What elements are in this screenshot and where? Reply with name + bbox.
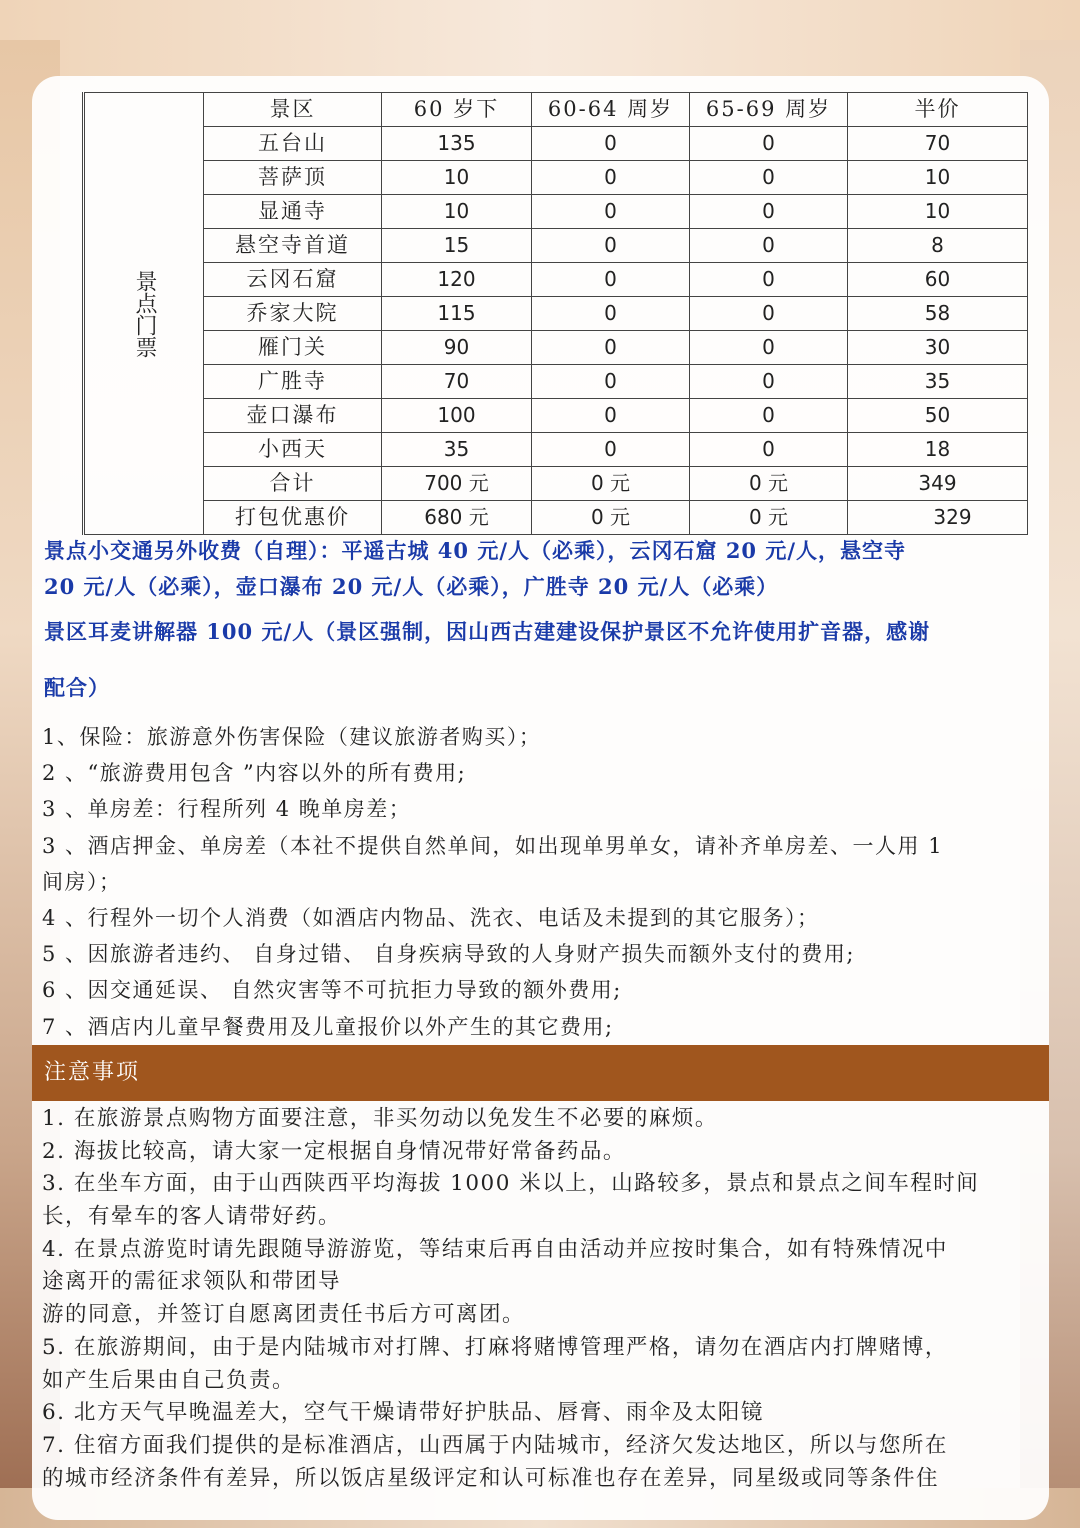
price-cell: 0 xyxy=(690,127,848,161)
price-cell: 0 xyxy=(690,195,848,229)
notice-line: 途离开的需征求领队和带团导 xyxy=(42,1269,342,1295)
cost-exclusions-list xyxy=(42,719,1042,1045)
table-row xyxy=(84,467,1028,501)
content-card xyxy=(32,76,1049,1520)
price-cell: 0 xyxy=(532,127,690,161)
scenic-spot-name: 壶口瀑布 xyxy=(204,399,382,433)
price-cell: 0 xyxy=(532,161,690,195)
notice-line: 4. 在景点游览时请先跟随导游游览，等结束后再自由活动并应按时集合，如有特殊情况中 xyxy=(42,1236,948,1262)
table-row xyxy=(84,501,1028,535)
list-item: 4 、行程外一切个人消费（如酒店内物品、洗衣、电话及未提到的其它服务）； xyxy=(42,905,820,930)
price-cell: 700 元 xyxy=(382,467,532,501)
price-cell: 120 xyxy=(382,263,532,297)
scenic-spot-name: 显通寺 xyxy=(204,195,382,229)
scenic-spot-name: 雁门关 xyxy=(204,331,382,365)
table-header-cell: 半价 xyxy=(848,93,1028,127)
price-cell: 0 元 xyxy=(532,467,690,501)
price-cell: 0 xyxy=(532,433,690,467)
price-cell: 18 xyxy=(848,433,1028,467)
notice-list xyxy=(42,1102,1042,1494)
audio-guide-note xyxy=(44,613,1044,707)
table-header-cell: 65-69 周岁 xyxy=(690,93,848,127)
notice-section-header: 注意事项 xyxy=(32,1045,1049,1101)
price-cell: 10 xyxy=(848,161,1028,195)
table-row xyxy=(84,229,1028,263)
notice-line: 游的同意，并签订自愿离团责任书后方可离团。 xyxy=(42,1302,526,1328)
ticket-category-label: 景点门票 xyxy=(84,93,204,535)
price-cell: 115 xyxy=(382,297,532,331)
price-cell: 0 xyxy=(690,433,848,467)
price-cell: 100 xyxy=(382,399,532,433)
table-header-row xyxy=(84,93,1028,127)
price-cell: 0 xyxy=(532,399,690,433)
table-row xyxy=(84,297,1028,331)
transport-fee-note xyxy=(44,533,1044,605)
table-row xyxy=(84,161,1028,195)
notice-line: 6. 北方天气早晚温差大，空气干燥请带好护肤品、唇膏、雨伞及太阳镜 xyxy=(42,1400,764,1426)
notice-line: 7. 住宿方面我们提供的是标准酒店，山西属于内陆城市，经济欠发达地区，所以与您所在 xyxy=(42,1432,948,1458)
decorative-background-top xyxy=(0,0,1080,80)
list-item: 间房）； xyxy=(42,869,122,894)
scenic-spot-name: 悬空寺首道 xyxy=(204,229,382,263)
price-cell: 0 xyxy=(532,297,690,331)
transport-fee-line: 20 元/人（必乘），壶口瀑布 20 元/人（必乘），广胜寺 20 元/人（必乘） xyxy=(44,574,779,599)
notice-line: 1. 在旅游景点购物方面要注意，非买勿动以免发生不必要的麻烦。 xyxy=(42,1106,718,1131)
price-cell: 0 xyxy=(532,195,690,229)
notice-line: 的城市经济条件有差异，所以饭店星级评定和认可标准也存在差异，同星级或同等条件住 xyxy=(42,1465,940,1491)
table-row xyxy=(84,195,1028,229)
transport-fee-line: 景点小交通另外收费（自理）：平遥古城 40 元/人（必乘），云冈石窟 20 元/人，悬空寺 xyxy=(44,538,907,563)
price-cell: 0 xyxy=(690,161,848,195)
price-cell: 0 xyxy=(690,331,848,365)
price-cell: 60 xyxy=(848,263,1028,297)
price-cell: 0 xyxy=(690,263,848,297)
list-item: 5 、因旅游者违约、 自身过错、 自身疾病导致的人身财产损失而额外支付的费用; xyxy=(42,942,855,967)
price-cell: 70 xyxy=(382,365,532,399)
price-cell: 10 xyxy=(848,195,1028,229)
list-item: 2 、“旅游费用包含 ”内容以外的所有费用; xyxy=(42,761,467,786)
table-row xyxy=(84,127,1028,161)
table-row xyxy=(84,331,1028,365)
table-row xyxy=(84,365,1028,399)
price-cell: 35 xyxy=(848,365,1028,399)
price-cell: 0 元 xyxy=(690,467,848,501)
price-cell: 70 xyxy=(848,127,1028,161)
price-cell: 680 元 xyxy=(382,501,532,535)
price-cell: 0 xyxy=(690,399,848,433)
scenic-spot-name: 云冈石窟 xyxy=(204,263,382,297)
scenic-spot-name: 广胜寺 xyxy=(204,365,382,399)
audio-guide-line: 景区耳麦讲解器 100 元/人（景区强制，因山西古建建设保护景区不允许使用扩音器，感谢 xyxy=(44,619,931,644)
ticket-table-body xyxy=(84,93,1028,535)
list-item: 6 、因交通延误、 自然灾害等不可抗拒力导致的额外费用; xyxy=(42,978,622,1003)
price-cell: 10 xyxy=(382,195,532,229)
list-item: 7 、酒店内儿童早餐费用及儿童报价以外产生的其它费用; xyxy=(42,1014,614,1039)
notice-line: 长，有晕车的客人请带好药。 xyxy=(42,1204,342,1230)
scenic-spot-name: 打包优惠价 xyxy=(204,501,382,535)
price-cell: 0 xyxy=(532,263,690,297)
table-header-cell: 60 岁下 xyxy=(382,93,532,127)
scenic-spot-name: 小西天 xyxy=(204,433,382,467)
list-item: 1、保险：旅游意外伤害保险（建议旅游者购买）； xyxy=(42,725,542,749)
price-cell: 135 xyxy=(382,127,532,161)
price-cell: 0 xyxy=(532,229,690,263)
price-cell: 0 xyxy=(690,365,848,399)
scenic-spot-name: 五台山 xyxy=(204,127,382,161)
price-cell: 50 xyxy=(848,399,1028,433)
price-cell: 0 xyxy=(532,331,690,365)
table-header-cell: 60-64 周岁 xyxy=(532,93,690,127)
price-cell: 0 xyxy=(532,365,690,399)
notice-line: 2. 海拔比较高，请大家一定根据自身情况带好常备药品。 xyxy=(42,1138,626,1164)
price-cell: 349 xyxy=(848,467,1028,501)
notice-line: 如产生后果由自己负责。 xyxy=(42,1367,296,1393)
notice-line: 3. 在坐车方面，由于山西陕西平均海拔 1000 米以上，山路较多，景点和景点之间车程时间 xyxy=(42,1171,980,1197)
price-cell: 0 xyxy=(690,229,848,263)
price-cell: 0 xyxy=(690,297,848,331)
scenic-spot-name: 菩萨顶 xyxy=(204,161,382,195)
price-cell: 35 xyxy=(382,433,532,467)
scenic-spot-name: 合计 xyxy=(204,467,382,501)
price-cell: 329 xyxy=(848,501,1028,535)
list-item: 3 、单房差：行程所列 4 晚单房差； xyxy=(42,797,412,822)
audio-guide-line: 配合） xyxy=(44,675,110,700)
price-cell: 15 xyxy=(382,229,532,263)
table-row xyxy=(84,433,1028,467)
price-cell: 30 xyxy=(848,331,1028,365)
price-cell: 10 xyxy=(382,161,532,195)
table-header-cell: 景区 xyxy=(204,93,382,127)
table-row xyxy=(84,263,1028,297)
notice-line: 5. 在旅游期间，由于是内陆城市对打牌、打麻将赌博管理严格，请勿在酒店内打牌赌博， xyxy=(42,1334,948,1360)
table-row xyxy=(84,399,1028,433)
price-cell: 8 xyxy=(848,229,1028,263)
price-cell: 0 元 xyxy=(690,501,848,535)
price-cell: 0 元 xyxy=(532,501,690,535)
price-cell: 90 xyxy=(382,331,532,365)
scenic-spot-name: 乔家大院 xyxy=(204,297,382,331)
ticket-price-table xyxy=(82,92,1028,535)
list-item: 3 、酒店押金、单房差（本社不提供自然单间，如出现单男单女，请补齐单房差、一人用 1 xyxy=(42,833,944,858)
price-cell: 58 xyxy=(848,297,1028,331)
